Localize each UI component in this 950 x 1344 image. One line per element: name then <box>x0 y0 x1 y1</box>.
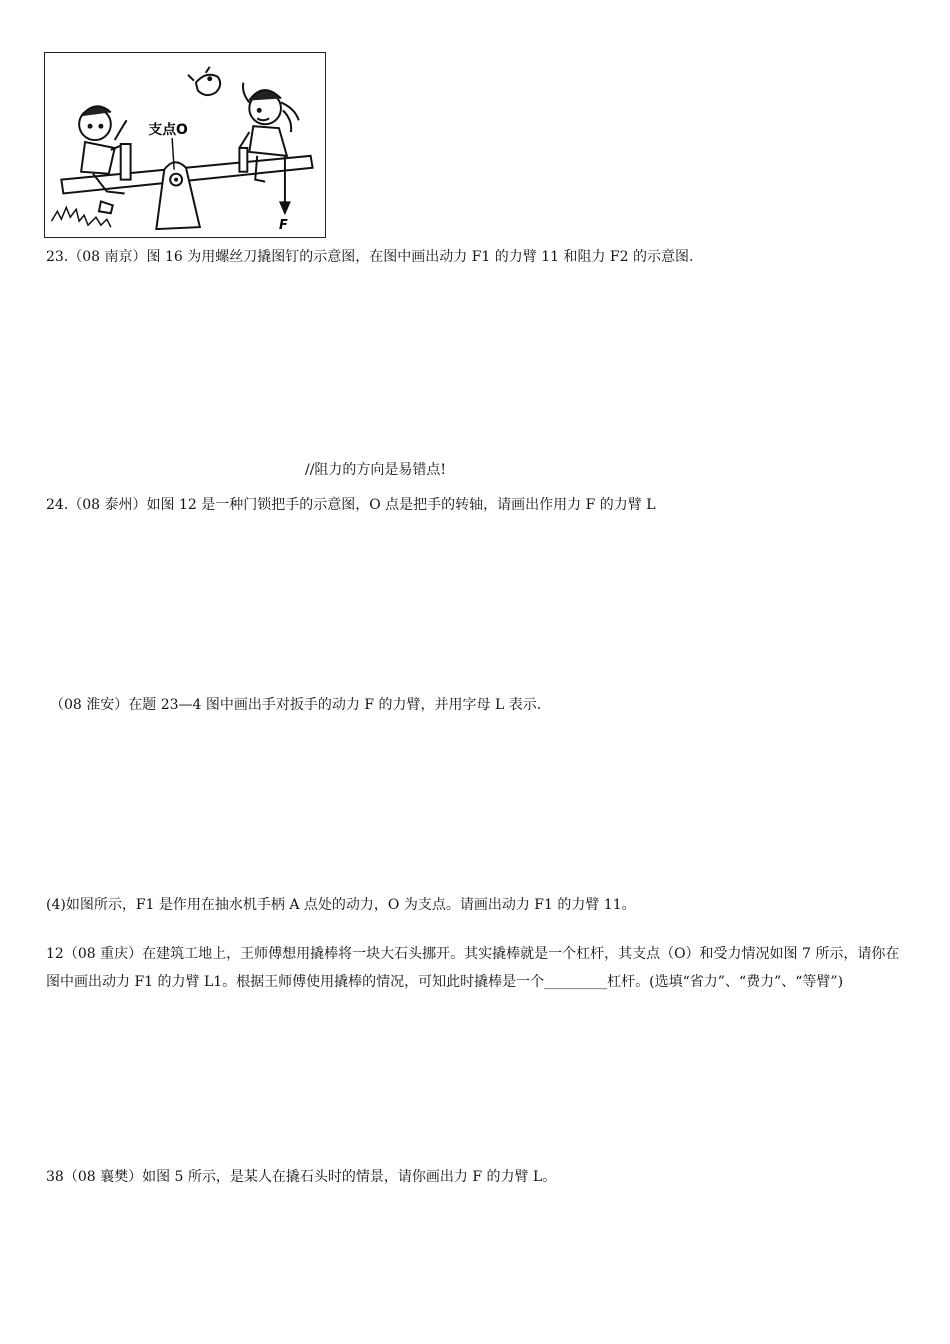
seesaw-illustration <box>45 53 325 237</box>
force-arrowhead <box>279 201 291 215</box>
question-23: 23.（08 南京）图 16 为用螺丝刀撬图钉的示意图，在图中画出动力 F1 的力臂 11 和阻力 F2 的示意图. <box>46 249 694 265</box>
note-resistance-direction: //阻力的方向是易错点! <box>305 462 447 478</box>
question-12: 12（08 重庆）在建筑工地上，王师傅想用撬棒将一块大石头挪开。其实撬棒就是一个杠杆，其支点（O）和受力情况如图 7 所示，请你在图中画出动力 F1 的力臂 L1。根据王师傅使用撬棒的情况，可知此时撬棒是一个_________杠杆。(选填“省力”、“费力”、“等臂”) <box>46 946 900 990</box>
fulcrum-label: 支点O <box>148 122 188 139</box>
question-24: 24.（08 泰州）如图 12 是一种门锁把手的示意图，O 点是把手的转轴，请画出作用力 F 的力臂 L <box>46 497 656 513</box>
boy-drawing <box>79 106 130 213</box>
bird-drawing <box>188 67 220 95</box>
question-38: 38（08 襄樊）如图 5 所示，是某人在撬石头时的情景，请你画出力 F 的力臂 L。 <box>46 1169 557 1185</box>
question-pump: (4)如图所示，F1 是作用在抽水机手柄 A 点处的动力，O 为支点。请画出动力 F1 的力臂 11。 <box>46 897 636 913</box>
question-huaian: （08 淮安）在题 23—4 图中画出手对扳手的动力 F 的力臂，并用字母 L 表示. <box>50 697 542 713</box>
force-label: F <box>278 218 288 234</box>
seesaw-figure <box>44 52 326 238</box>
